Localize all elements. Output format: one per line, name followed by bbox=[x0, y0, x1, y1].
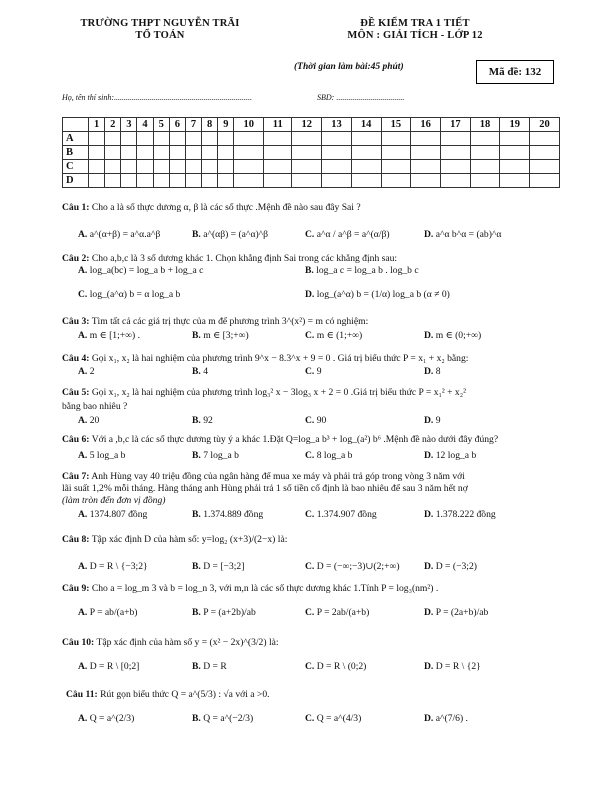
school-name: TRƯỜNG THPT NGUYỄN TRÃI bbox=[80, 18, 240, 29]
q8-option-c[interactable]: C. D = (−∞;−3)∪(2;+∞) bbox=[305, 561, 400, 572]
answer-grid-number: 9 bbox=[218, 118, 234, 132]
answer-cell[interactable] bbox=[264, 160, 292, 174]
question-3 bbox=[62, 316, 562, 328]
question-text: Gọi x₁, x₂ là hai nghiệm của phương trình log₃² x − 3log₃ x + 2 = 0 .Giá trị biểu thức P = x₁² + x₂² bbox=[91, 387, 466, 398]
q4-option-d[interactable]: D. 8 bbox=[424, 366, 441, 377]
q1-option-a[interactable]: A. a^(α+β) = a^α.a^β bbox=[78, 229, 161, 240]
answer-cell[interactable] bbox=[500, 160, 530, 174]
q9-option-b[interactable]: B. P = (a+2b)/ab bbox=[192, 607, 256, 618]
answer-cell[interactable] bbox=[89, 160, 105, 174]
question-10 bbox=[62, 637, 567, 649]
answer-cell[interactable] bbox=[351, 146, 381, 160]
answer-grid-number: 8 bbox=[202, 118, 218, 132]
answer-cell[interactable] bbox=[218, 132, 234, 146]
answer-cell[interactable] bbox=[185, 132, 201, 146]
question-number: Câu 11: bbox=[66, 689, 98, 700]
answer-cell[interactable] bbox=[169, 160, 185, 174]
q8-option-a[interactable]: A. D = R \ {−3;2} bbox=[78, 561, 148, 572]
answer-cell[interactable] bbox=[440, 174, 470, 188]
answer-cell[interactable] bbox=[500, 146, 530, 160]
answer-cell[interactable] bbox=[202, 160, 218, 174]
question-number: Câu 3: bbox=[62, 316, 90, 327]
question-number: Câu 10: bbox=[62, 637, 95, 648]
answer-cell[interactable] bbox=[411, 132, 441, 146]
answer-cell[interactable] bbox=[440, 146, 470, 160]
answer-grid-number: 10 bbox=[234, 118, 264, 132]
answer-grid-number: 20 bbox=[530, 118, 560, 132]
answer-grid-number: 1 bbox=[89, 118, 105, 132]
answer-cell[interactable] bbox=[121, 160, 137, 174]
answer-cell[interactable] bbox=[470, 174, 500, 188]
answer-cell[interactable] bbox=[89, 174, 105, 188]
q4-option-c[interactable]: C. 9 bbox=[305, 366, 322, 377]
answer-grid-number: 17 bbox=[440, 118, 470, 132]
answer-cell[interactable] bbox=[121, 146, 137, 160]
question-4 bbox=[62, 353, 562, 365]
answer-cell[interactable] bbox=[89, 146, 105, 160]
question-text: Cho a,b,c là 3 số dương khác 1. Chọn khẳng định Sai trong các khẳng định sau: bbox=[91, 253, 398, 264]
q3-option-a[interactable]: A. m ∈ [1;+∞) . bbox=[78, 330, 140, 341]
answer-cell[interactable] bbox=[322, 174, 352, 188]
q6-option-c[interactable]: C. 8 log_a b bbox=[305, 450, 353, 461]
q2-option-b[interactable]: B. log_a c = log_a b . log_b c bbox=[305, 265, 419, 276]
question-text: Anh Hùng vay 40 triệu đồng của ngân hàng để mua xe máy và phải trả góp trong vòng 3 năm với bbox=[91, 471, 465, 482]
question-number: Câu 9: bbox=[62, 583, 90, 594]
question-text: Tập xác định D của hàm số: y=log₂ (x+3)/(2−x) là: bbox=[91, 534, 288, 545]
question-8 bbox=[62, 534, 567, 546]
answer-row-c bbox=[63, 160, 560, 174]
question-number: Câu 8: bbox=[62, 534, 90, 545]
answer-cell[interactable] bbox=[440, 132, 470, 146]
answer-grid-number: 4 bbox=[137, 118, 153, 132]
q10-option-a[interactable]: A. D = R \ [0;2] bbox=[78, 661, 140, 672]
q5-option-d[interactable]: D. 9 bbox=[424, 415, 441, 426]
answer-cell[interactable] bbox=[381, 174, 411, 188]
answer-grid-number: 14 bbox=[351, 118, 381, 132]
q9-option-d[interactable]: D. P = (2a+b)/ab bbox=[424, 607, 489, 618]
question-text: Cho a là số thực dương α, β là các số thực .Mệnh đề nào sau đây Sai ? bbox=[91, 202, 361, 213]
answer-grid-number: 19 bbox=[500, 118, 530, 132]
answer-cell[interactable] bbox=[530, 132, 560, 146]
answer-cell[interactable] bbox=[381, 132, 411, 146]
question-text: Gọi x₁, x₂ là hai nghiệm của phương trình 9^x − 8.3^x + 9 = 0 . Giá trị biểu thức P = x₁ + x₂ bằng: bbox=[91, 353, 469, 364]
q10-option-b[interactable]: B. D = R bbox=[192, 661, 227, 672]
q6-option-a[interactable]: A. 5 log_a b bbox=[78, 450, 126, 461]
question-text: Rút gọn biểu thức Q = a^(5/3) : √a với a >0. bbox=[100, 689, 270, 700]
answer-cell[interactable] bbox=[202, 174, 218, 188]
question-9 bbox=[62, 583, 567, 595]
q5-option-a[interactable]: A. 20 bbox=[78, 415, 100, 426]
answer-cell[interactable] bbox=[264, 146, 292, 160]
answer-cell[interactable] bbox=[292, 132, 322, 146]
question-number: Câu 6: bbox=[62, 434, 90, 445]
q2-option-a[interactable]: A. log_a(bc) = log_a b + log_a c bbox=[78, 265, 204, 276]
answer-grid bbox=[62, 117, 560, 188]
q1-option-c[interactable]: C. a^α / a^β = a^(α/β) bbox=[305, 229, 390, 240]
answer-cell[interactable] bbox=[234, 146, 264, 160]
answer-cell[interactable] bbox=[105, 174, 121, 188]
q3-option-d[interactable]: D. m ∈ (0;+∞) bbox=[424, 330, 482, 341]
q3-option-c[interactable]: C. m ∈ (1;+∞) bbox=[305, 330, 363, 341]
question-7 bbox=[62, 471, 567, 483]
question-2 bbox=[62, 253, 562, 265]
answer-grid-corner bbox=[63, 118, 89, 132]
answer-cell[interactable] bbox=[500, 174, 530, 188]
answer-grid-number: 11 bbox=[264, 118, 292, 132]
q1-option-d[interactable]: D. a^α b^α = (ab)^α bbox=[424, 229, 502, 240]
answer-cell[interactable] bbox=[153, 174, 169, 188]
answer-cell[interactable] bbox=[218, 174, 234, 188]
answer-cell[interactable] bbox=[530, 160, 560, 174]
answer-row-b bbox=[63, 146, 560, 160]
answer-cell[interactable] bbox=[470, 160, 500, 174]
answer-grid-number: 5 bbox=[153, 118, 169, 132]
q11-option-d[interactable]: D. a^(7/6) . bbox=[424, 713, 468, 724]
q7-option-a[interactable]: A. 1374.807 đồng bbox=[78, 509, 148, 520]
answer-cell[interactable] bbox=[411, 160, 441, 174]
answer-grid-header-row bbox=[63, 118, 560, 132]
answer-cell[interactable] bbox=[381, 146, 411, 160]
answer-cell[interactable] bbox=[234, 132, 264, 146]
q1-option-b[interactable]: B. a^(αβ) = (a^α)^β bbox=[192, 229, 269, 240]
answer-cell[interactable] bbox=[234, 160, 264, 174]
answer-cell[interactable] bbox=[137, 146, 153, 160]
answer-grid-number: 3 bbox=[121, 118, 137, 132]
answer-cell[interactable] bbox=[264, 174, 292, 188]
q8-option-d[interactable]: D. D = (−3;2) bbox=[424, 561, 477, 572]
q5-option-b[interactable]: B. 92 bbox=[192, 415, 213, 426]
q10-option-d[interactable]: D. D = R \ {2} bbox=[424, 661, 481, 672]
answer-cell[interactable] bbox=[202, 132, 218, 146]
answer-cell[interactable] bbox=[185, 160, 201, 174]
q9-option-a[interactable]: A. P = ab/(a+b) bbox=[78, 607, 138, 618]
answer-grid-number: 2 bbox=[105, 118, 121, 132]
answer-cell[interactable] bbox=[351, 160, 381, 174]
q8-option-b[interactable]: B. D = [−3;2] bbox=[192, 561, 245, 572]
answer-cell[interactable] bbox=[470, 146, 500, 160]
q11-option-a[interactable]: A. Q = a^(2/3) bbox=[78, 713, 135, 724]
question-number: Câu 4: bbox=[62, 353, 90, 364]
answer-grid-number: 15 bbox=[381, 118, 411, 132]
question-6 bbox=[62, 434, 572, 446]
answer-cell[interactable] bbox=[202, 146, 218, 160]
exam-code-box: Mã đề: 132 bbox=[476, 60, 554, 84]
answer-cell[interactable] bbox=[322, 132, 352, 146]
answer-cell[interactable] bbox=[292, 146, 322, 160]
answer-cell[interactable] bbox=[470, 132, 500, 146]
question-7-note: (làm tròn đến đơn vị đồng) bbox=[62, 495, 166, 506]
answer-cell[interactable] bbox=[530, 174, 560, 188]
q10-option-c[interactable]: C. D = R \ (0;2) bbox=[305, 661, 367, 672]
question-7-cont: lãi suất 1,2% mỗi tháng. Hàng tháng anh Hùng phải trả 1 số tiền cố định là bao nhiêu để sau 3 năm hết nợ bbox=[62, 483, 468, 494]
answer-cell[interactable] bbox=[169, 146, 185, 160]
question-text: Với a ,b,c là các số thực dương tùy ý a khác 1.Đặt Q=log_a b³ + log_(a²) b⁶ .Mệnh đề nào dưới đây đúng? bbox=[91, 434, 499, 445]
q11-option-b[interactable]: B. Q = a^(−2/3) bbox=[192, 713, 254, 724]
question-11 bbox=[66, 689, 571, 701]
answer-cell[interactable] bbox=[351, 174, 381, 188]
question-5 bbox=[62, 387, 562, 399]
question-number: Câu 1: bbox=[62, 202, 90, 213]
exam-subject: MÔN : GIẢI TÍCH - LỚP 12 bbox=[347, 30, 483, 41]
answer-cell[interactable] bbox=[137, 132, 153, 146]
q7-option-d[interactable]: D. 1.378.222 đồng bbox=[424, 509, 496, 520]
q11-option-c[interactable]: C. Q = a^(4/3) bbox=[305, 713, 362, 724]
answer-row-label: C bbox=[63, 160, 89, 174]
answer-cell[interactable] bbox=[105, 132, 121, 146]
q9-option-c[interactable]: C. P = 2ab/(a+b) bbox=[305, 607, 370, 618]
question-number: Câu 2: bbox=[62, 253, 90, 264]
question-text: Cho a = log_m 3 và b = log_n 3, với m,n là các số thực dương khác 1.Tính P = log₃(nm²) . bbox=[91, 583, 439, 594]
answer-cell[interactable] bbox=[137, 160, 153, 174]
answer-row-label: B bbox=[63, 146, 89, 160]
candidate-sbd-label: SBD: .................................. bbox=[317, 93, 405, 102]
answer-cell[interactable] bbox=[411, 174, 441, 188]
q3-option-b[interactable]: B. m ∈ [3;+∞) bbox=[192, 330, 249, 341]
answer-grid-number: 7 bbox=[185, 118, 201, 132]
question-text: Tập xác định của hàm số y = (x² − 2x)^(3/2) là: bbox=[96, 637, 279, 648]
answer-row-a bbox=[63, 132, 560, 146]
exam-time: (Thời gian làm bài:45 phút) bbox=[294, 62, 404, 72]
answer-cell[interactable] bbox=[381, 160, 411, 174]
answer-cell[interactable] bbox=[292, 174, 322, 188]
answer-cell[interactable] bbox=[153, 132, 169, 146]
q5-option-c[interactable]: C. 90 bbox=[305, 415, 327, 426]
q2-option-c[interactable]: C. log_(a^α) b = α log_a b bbox=[78, 289, 181, 300]
answer-cell[interactable] bbox=[322, 160, 352, 174]
answer-grid-number: 13 bbox=[322, 118, 352, 132]
q7-option-b[interactable]: B. 1.374.889 đồng bbox=[192, 509, 264, 520]
q2-option-d[interactable]: D. log_(a^α) b = (1/α) log_a b (α ≠ 0) bbox=[305, 289, 450, 300]
department-name: TỔ TOÁN bbox=[135, 30, 185, 41]
question-number: Câu 7: bbox=[62, 471, 90, 482]
answer-cell[interactable] bbox=[169, 174, 185, 188]
answer-cell[interactable] bbox=[440, 160, 470, 174]
q4-option-a[interactable]: A. 2 bbox=[78, 366, 95, 377]
answer-cell[interactable] bbox=[264, 132, 292, 146]
answer-cell[interactable] bbox=[322, 146, 352, 160]
answer-cell[interactable] bbox=[153, 146, 169, 160]
question-number: Câu 5: bbox=[62, 387, 90, 398]
answer-cell[interactable] bbox=[105, 160, 121, 174]
q6-option-b[interactable]: B. 7 log_a b bbox=[192, 450, 239, 461]
answer-cell[interactable] bbox=[89, 132, 105, 146]
answer-grid-number: 6 bbox=[169, 118, 185, 132]
question-1 bbox=[62, 202, 562, 214]
answer-cell[interactable] bbox=[411, 146, 441, 160]
q6-option-d[interactable]: D. 12 log_a b bbox=[424, 450, 477, 461]
q4-option-b[interactable]: B. 4 bbox=[192, 366, 209, 377]
answer-cell[interactable] bbox=[218, 160, 234, 174]
question-text: Tìm tất cả các giá trị thực của m để phương trình 3^(x²) = m có nghiệm: bbox=[91, 316, 369, 327]
answer-grid-number: 16 bbox=[411, 118, 441, 132]
answer-cell[interactable] bbox=[500, 132, 530, 146]
answer-grid-number: 18 bbox=[470, 118, 500, 132]
answer-cell[interactable] bbox=[530, 146, 560, 160]
answer-cell[interactable] bbox=[105, 146, 121, 160]
candidate-name-label: Họ, tên thí sinh:..................................................................... bbox=[62, 93, 252, 102]
answer-cell[interactable] bbox=[351, 132, 381, 146]
answer-cell[interactable] bbox=[218, 146, 234, 160]
answer-cell[interactable] bbox=[185, 174, 201, 188]
answer-row-label: A bbox=[63, 132, 89, 146]
answer-cell[interactable] bbox=[153, 160, 169, 174]
answer-cell[interactable] bbox=[292, 160, 322, 174]
answer-row-d bbox=[63, 174, 560, 188]
q7-option-c[interactable]: C. 1.374.907 đồng bbox=[305, 509, 377, 520]
answer-cell[interactable] bbox=[121, 132, 137, 146]
answer-cell[interactable] bbox=[169, 132, 185, 146]
answer-grid-number: 12 bbox=[292, 118, 322, 132]
question-5-cont: bằng bao nhiêu ? bbox=[62, 401, 128, 412]
answer-cell[interactable] bbox=[185, 146, 201, 160]
answer-row-label: D bbox=[63, 174, 89, 188]
answer-cell[interactable] bbox=[234, 174, 264, 188]
answer-cell[interactable] bbox=[137, 174, 153, 188]
answer-cell[interactable] bbox=[121, 174, 137, 188]
exam-title: ĐỀ KIỂM TRA 1 TIẾT bbox=[360, 18, 470, 29]
